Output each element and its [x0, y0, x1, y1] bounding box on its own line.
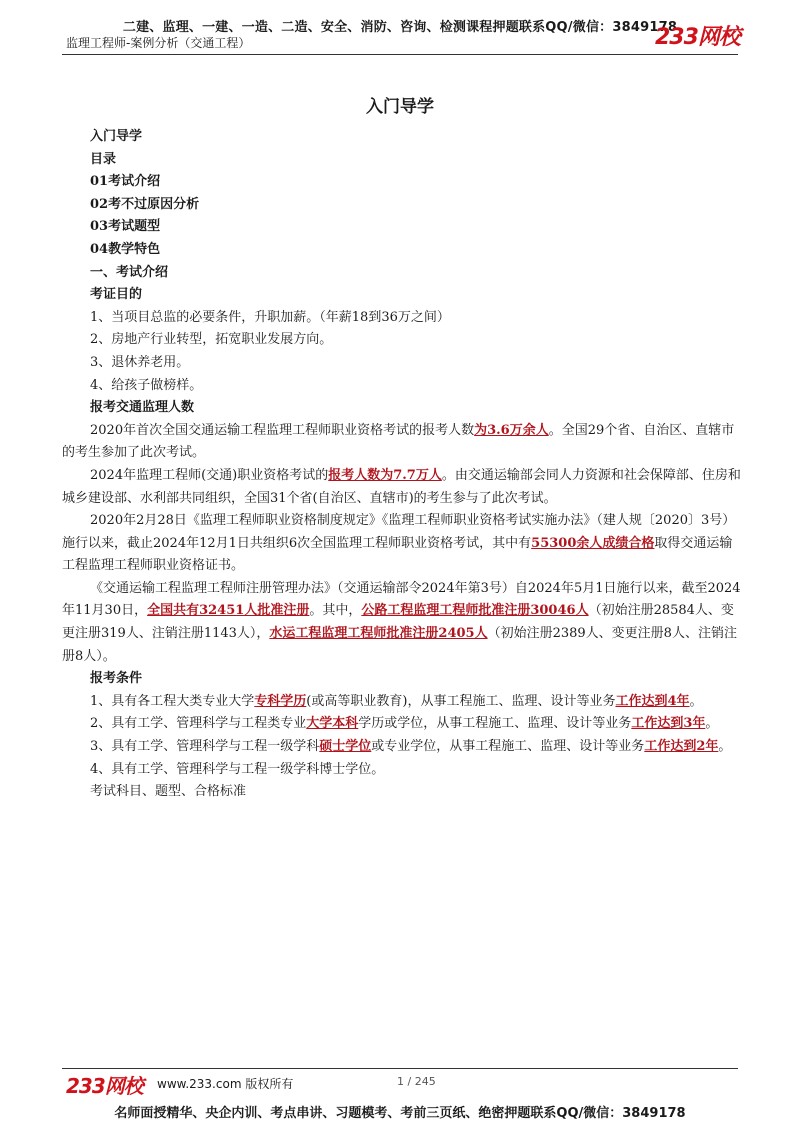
toc-item: 02考不过原因分析 — [90, 196, 200, 212]
condition-item: 3、具有工学、管理科学与工程一级学科硕士学位或专业学位，从事工程施工、监理、设计等业务工作达到2年。 — [90, 739, 732, 755]
paragraph-2020-count: 2020年首次全国交通运输工程监理工程师职业资格考试的报考人数为3.6万余人。全国29个省、自治区、直辖市的考生参加了此次考试。 — [62, 422, 735, 461]
highlight: 全国共有32451人批准注册 — [147, 603, 310, 619]
paragraph-qualified: 2020年2月28日《监理工程师职业资格制度规定》《监理工程师职业资格考试实施办法》（建人规〔2020〕3号）施行以来，截止2024年12月1日共组织6次全国监理工程师职业资格考试，其中有55300余人成绩合格取得交通运输工程监理工程师职业资格证书。 — [62, 513, 736, 574]
condition-item: 2、具有工学、管理科学与工程类专业大学本科学历或学位，从事工程施工、监理、设计等业务工作达到3年。 — [90, 716, 719, 732]
purpose-item: 2、房地产行业转型，拓宽职业发展方向。 — [90, 332, 333, 348]
footer-divider — [62, 1068, 738, 1069]
paragraph-registration: 《交通运输工程监理工程师注册管理办法》（交通运输部令2024年第3号）自2024年5月1日施行以来，截至2024年11月30日，全国共有32451人批准注册。其中，公路工程监理工程师批准注册30046人（初始注册28584人、变更注册319人、注销注册1143人），水运工程监理工程师批准注册2405人（初始注册2389人、变更注册8人、注销注册8人）。 — [62, 580, 741, 664]
highlight: 水运工程监理工程师批准注册2405人 — [269, 626, 488, 642]
purpose-title: 考证目的 — [90, 287, 143, 303]
document-body — [62, 126, 742, 804]
footer-promo-line: 名师面授精华、央企内训、考点串讲、习题模考、考前三页纸、绝密押题联系QQ/微信：3849178 — [114, 1106, 686, 1121]
page-number: 1 / 245 — [397, 1075, 436, 1088]
purpose-item: 3、退休养老用。 — [90, 354, 190, 370]
toc-label: 目录 — [90, 151, 117, 167]
header-promo-line: 二建、监理、一建、一造、二造、安全、消防、咨询、检测课程押题联系QQ/微信：3849178 — [122, 20, 678, 35]
footer-copyright: www.233.com 版权所有 — [157, 1077, 294, 1091]
subjects-line: 考试科目、题型、合格标准 — [90, 784, 247, 800]
page-title: 入门导学 — [366, 97, 434, 117]
count-title: 报考交通监理人数 — [90, 400, 195, 416]
header-divider — [62, 54, 738, 55]
condition-item: 4、具有工学、管理科学与工程一级学科博士学位。 — [90, 761, 385, 777]
toc-item: 04教学特色 — [90, 241, 161, 257]
header-logo: 233网校 — [655, 25, 740, 50]
conditions-title: 报考条件 — [90, 671, 143, 687]
toc-item: 03考试题型 — [90, 219, 161, 235]
purpose-item: 4、给孩子做榜样。 — [90, 377, 203, 393]
highlight: 公路工程监理工程师批准注册30046人 — [361, 603, 589, 619]
condition-item: 1、具有各工程大类专业大学专科学历(或高等职业教育)，从事工程施工、监理、设计等业务工作达到4年。 — [90, 693, 703, 709]
purpose-item: 1、当项目总监的必要条件，升职加薪。（年薪18到36万之间） — [90, 309, 450, 325]
paragraph-2024-count: 2024年监理工程师(交通)职业资格考试的报考人数为7.7万人。由交通运输部会同人力资源和社会保障部、住房和城乡建设部、水利部共同组织，全国31个省(自治区、直辖市)的考生参与了此次考试。 — [62, 467, 741, 506]
section-heading: 一、考试介绍 — [90, 264, 169, 280]
highlight: 为3.6万余人 — [474, 422, 549, 438]
highlight: 55300余人成绩合格 — [531, 535, 655, 551]
toc-heading: 入门导学 — [90, 129, 143, 144]
header-subtitle: 监理工程师-案例分析（交通工程） — [66, 36, 251, 50]
highlight: 报考人数为7.7万人 — [328, 467, 442, 483]
footer-logo: 233网校 — [66, 1074, 143, 1098]
toc-item: 01考试介绍 — [90, 174, 161, 190]
